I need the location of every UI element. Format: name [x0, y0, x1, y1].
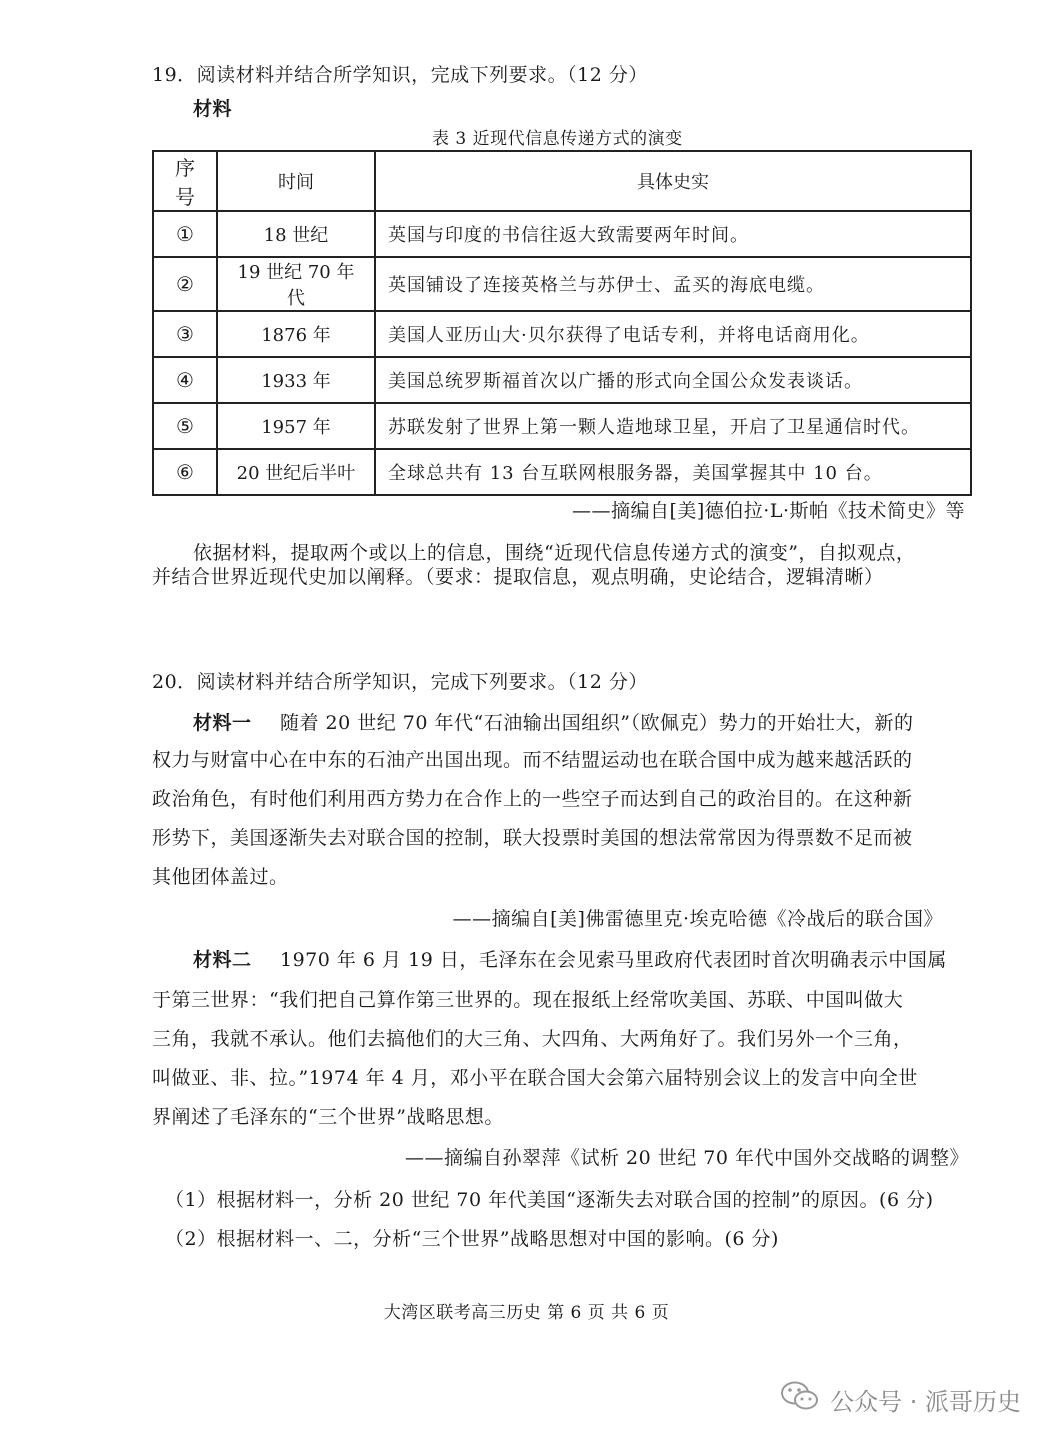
- table-row: [153, 257, 971, 311]
- history-table: [152, 150, 972, 496]
- table-header-row: [153, 151, 971, 211]
- q19-task-line: 依据材料，提取两个或以上的信息，围绕“近现代信息传递方式的演变”，自拟观点，: [193, 542, 916, 564]
- table-row: [153, 357, 971, 403]
- row-fact: 全球总共有 13 台互联网根服务器，美国掌握其中 10 台。: [375, 449, 971, 495]
- row-fact: 美国总统罗斯福首次以广播的形式向全国公众发表谈话。: [375, 357, 971, 403]
- page-footer: 大湾区联考高三历史 第 6 页 共 6 页: [383, 1303, 670, 1323]
- material-two-line: 三角，我就不承认。他们去搞他们的大三角、大四角、大两角好了。我们另外一个三角，: [152, 1028, 913, 1050]
- header-fact: 具体史实: [375, 151, 971, 211]
- material-one-line: 其他团体盖过。: [152, 866, 289, 888]
- row-time: 1876 年: [217, 311, 375, 357]
- q19-title: 19．阅读材料并结合所学知识，完成下列要求。（12 分）: [152, 64, 648, 86]
- material-one-line: 政治角色，有时他们利用西方势力在合作上的一些空子而达到自己的政治目的。在这种新: [152, 788, 913, 810]
- material-two-label: 材料二: [193, 949, 252, 971]
- row-fact: 英国与印度的书信往返大致需要两年时间。: [375, 211, 971, 257]
- material-one-source: ——摘编自[美]佛雷德里克·埃克哈德《冷战后的联合国》: [452, 908, 943, 930]
- table-row: [153, 403, 971, 449]
- sub-question-2: （2）根据材料一、二，分析“三个世界”战略思想对中国的影响。(6 分): [165, 1228, 779, 1250]
- material-one-line: 形势下，美国逐渐失去对联合国的控制，联大投票时美国的想法常常因为得票数不足而被: [152, 827, 913, 849]
- wechat-icon: [780, 1380, 830, 1418]
- row-fact: 美国人亚历山大·贝尔获得了电话专利，并将电话商用化。: [375, 311, 971, 357]
- material-two-line: 于第三世界：“我们把自己算作第三世界的。现在报纸上经常吹美国、苏联、中国叫做大: [152, 989, 904, 1011]
- watermark-text: 公众号 · 派哥历史: [830, 1387, 1021, 1416]
- q19-material-label: 材料: [193, 98, 233, 120]
- q20-title: 20．阅读材料并结合所学知识，完成下列要求。（12 分）: [152, 671, 648, 693]
- row-time: 20 世纪后半叶: [217, 449, 375, 495]
- header-time: 时间: [217, 151, 375, 211]
- watermark: [780, 1380, 1021, 1418]
- row-time: 1957 年: [217, 403, 375, 449]
- table-row: [153, 311, 971, 357]
- material-two-source: ——摘编自孙翠萍《试析 20 世纪 70 年代中国外交战略的调整》: [404, 1147, 969, 1169]
- row-no: ②: [153, 257, 217, 311]
- row-time: 18 世纪: [217, 211, 375, 257]
- row-time: 19 世纪 70 年代: [217, 257, 375, 311]
- row-time: 1933 年: [217, 357, 375, 403]
- row-fact: 苏联发射了世界上第一颗人造地球卫星，开启了卫星通信时代。: [375, 403, 971, 449]
- header-no: 序号: [153, 151, 217, 211]
- material-two-line: 界阐述了毛泽东的“三个世界”战略思想。: [152, 1106, 504, 1128]
- q19-source: ——摘编自[美]德伯拉·L·斯帕《技术简史》等: [571, 500, 965, 522]
- material-one-line: 随着 20 世纪 70 年代“石油输出国组织”（欧佩克）势力的开始壮大，新的: [280, 712, 914, 734]
- row-no: ④: [153, 357, 217, 403]
- q19-task-line: 并结合世界近现代史加以阐释。（要求：提取信息，观点明确，史论结合，逻辑清晰）: [152, 566, 884, 588]
- row-fact: 英国铺设了连接英格兰与苏伊士、孟买的海底电缆。: [375, 257, 971, 311]
- material-one-line: 权力与财富中心在中东的石油产出国出现。而不结盟运动也在联合国中成为越来越活跃的: [152, 749, 913, 771]
- material-two-line: 叫做亚、非、拉。”1974 年 4 月，邓小平在联合国大会第六届特别会议上的发言中向全世: [152, 1067, 918, 1089]
- row-no: ⑤: [153, 403, 217, 449]
- table-caption: 表 3 近现代信息传递方式的演变: [432, 129, 683, 149]
- table-row: [153, 449, 971, 495]
- row-no: ①: [153, 211, 217, 257]
- sub-question-1: （1）根据材料一，分析 20 世纪 70 年代美国“逐渐失去对联合国的控制”的原因。(6 分): [165, 1189, 934, 1211]
- table-row: [153, 211, 971, 257]
- material-one-label: 材料一: [193, 712, 252, 734]
- row-no: ③: [153, 311, 217, 357]
- row-no: ⑥: [153, 449, 217, 495]
- material-two-line: 1970 年 6 月 19 日，毛泽东在会见索马里政府代表团时首次明确表示中国属: [280, 949, 947, 971]
